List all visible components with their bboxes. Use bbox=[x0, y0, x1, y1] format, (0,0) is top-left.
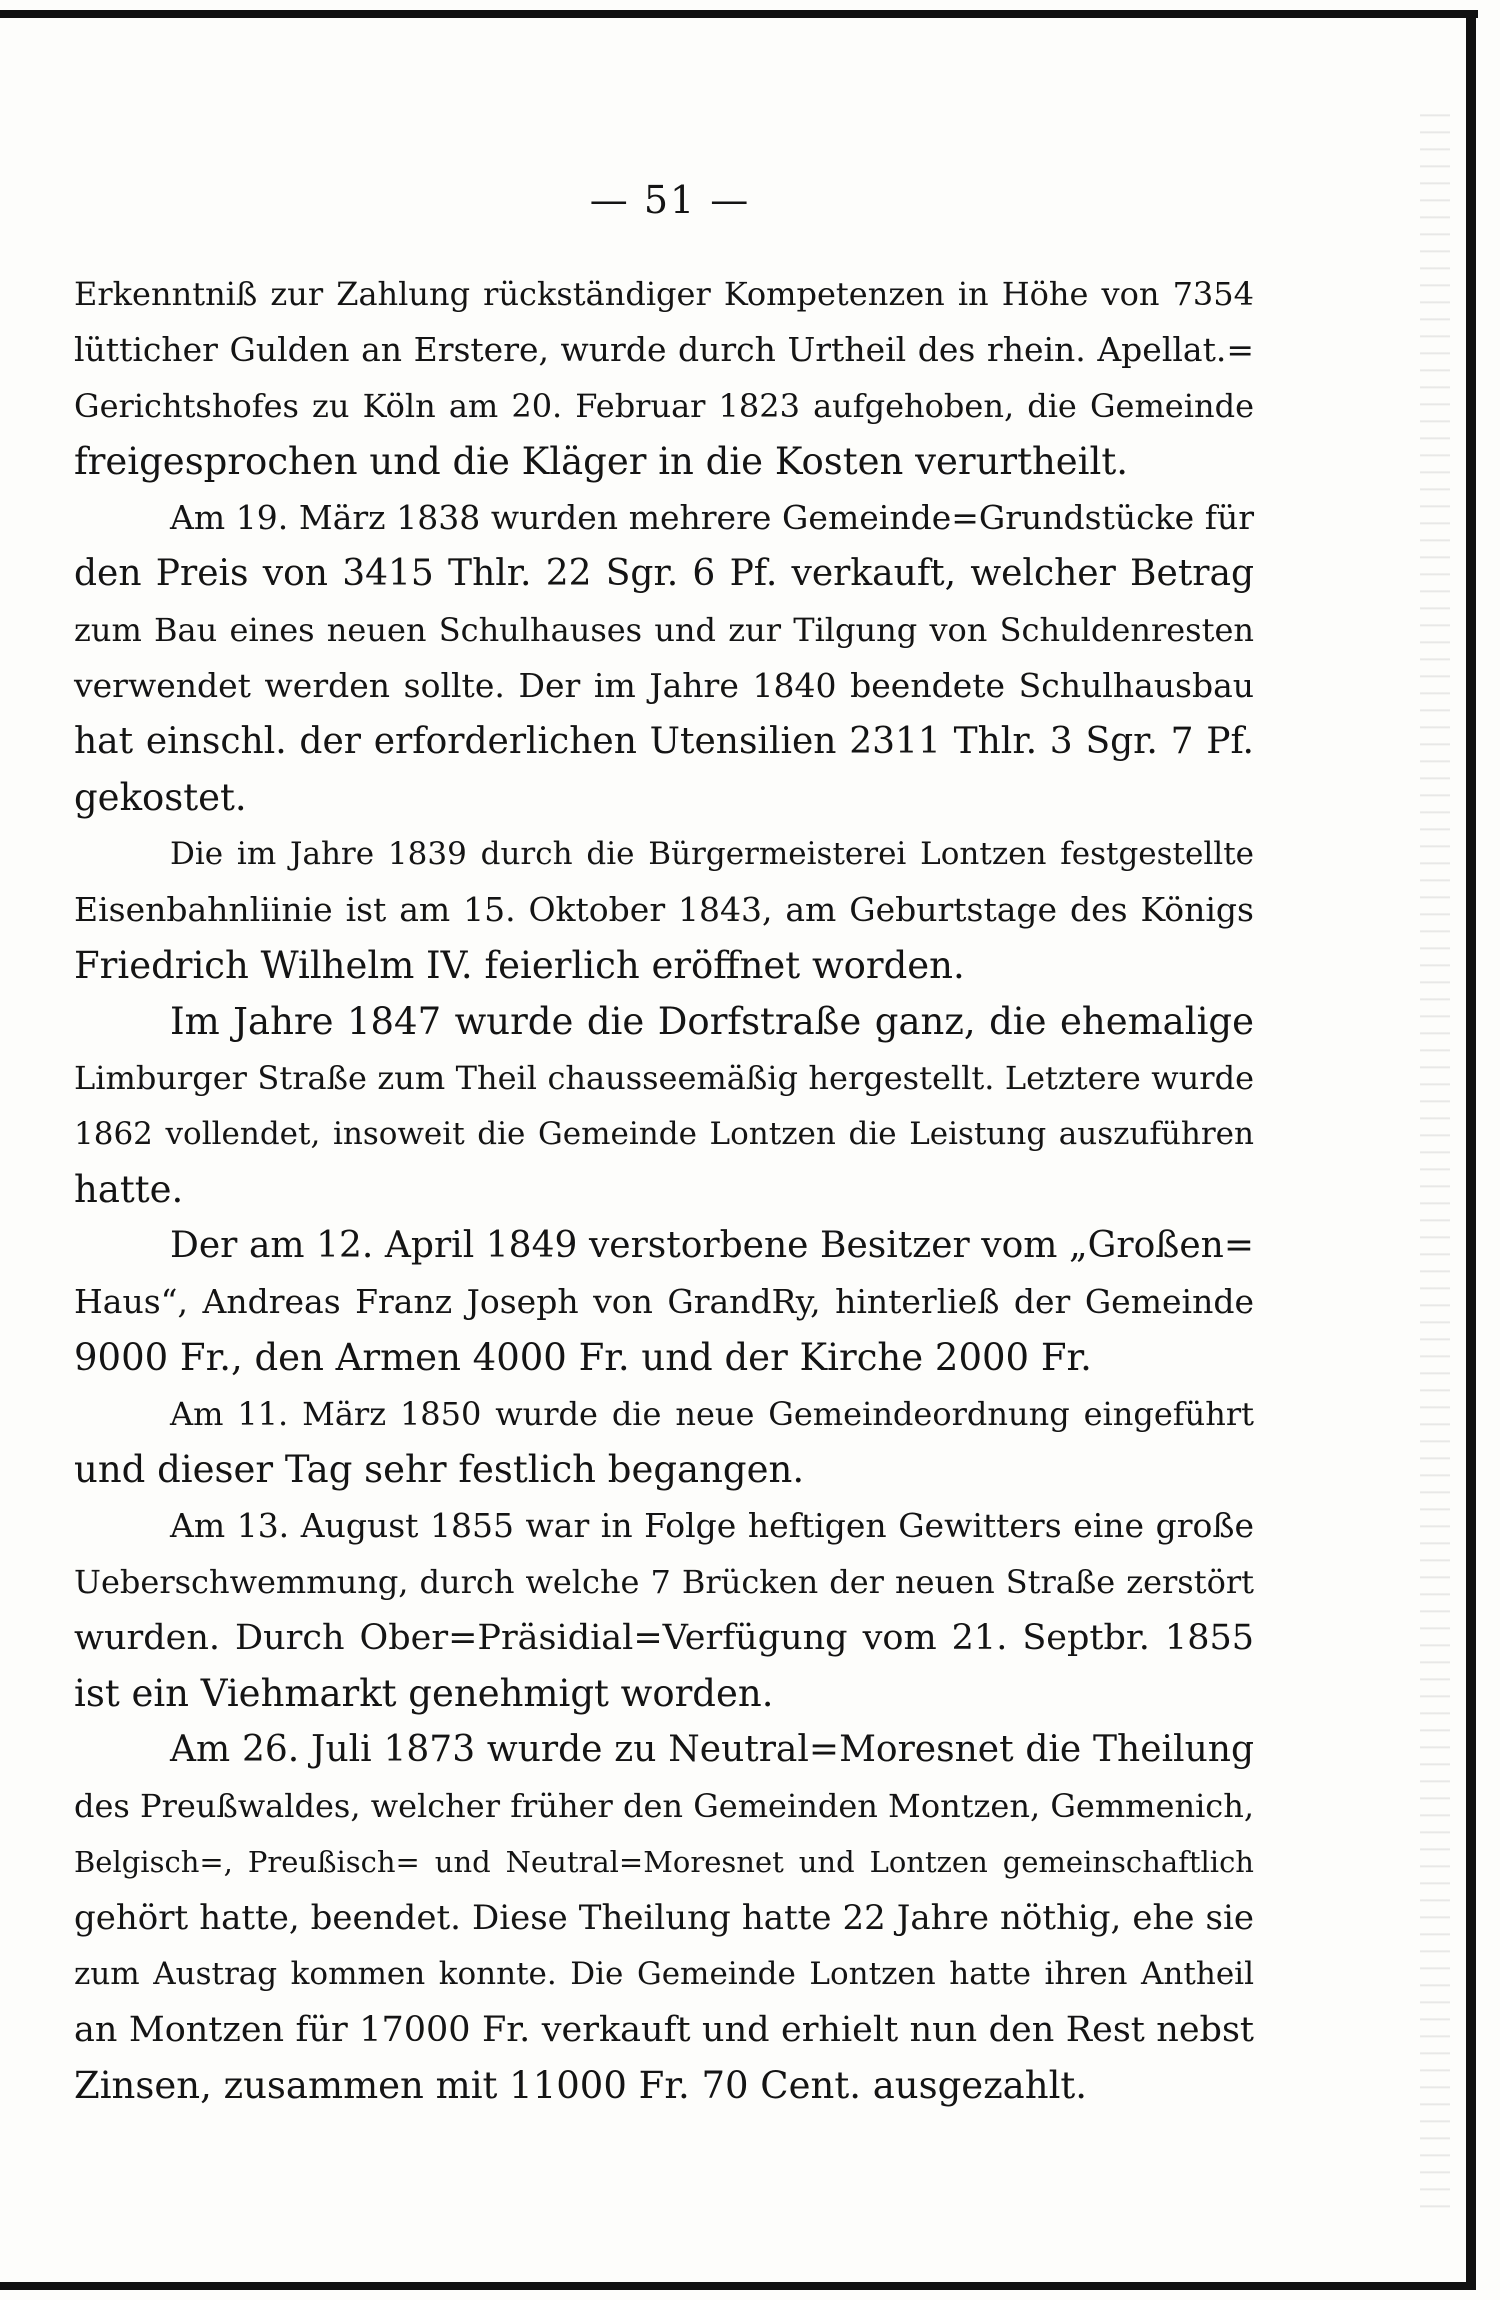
text-line: und dieser Tag sehr festlich begangen. bbox=[74, 1448, 805, 1491]
text-line: Haus“, Andreas Franz Joseph von GrandRy, hinterließ der Gemeinde bbox=[74, 1282, 1254, 1321]
text-line: 1862 vollendet, insoweit die Gemeinde Lontzen die Leistung auszuführen bbox=[74, 1116, 1254, 1152]
scan-edge-noise bbox=[1420, 100, 1450, 2220]
text-line: ist ein Viehmarkt genehmigt worden. bbox=[74, 1672, 774, 1715]
text-line: Eisenbahnliinie ist am 15. Oktober 1843, am Geburtstage des Königs bbox=[74, 890, 1254, 929]
text-line: 9000 Fr., den Armen 4000 Fr. und der Kirche 2000 Fr. bbox=[74, 1336, 1092, 1379]
text-line: gehört hatte, beendet. Diese Theilung hatte 22 Jahre nöthig, ehe sie bbox=[74, 1898, 1254, 1938]
text-line: wurden. Durch Ober=Präsidial=Verfügung vom 21. Septbr. 1855 bbox=[74, 1618, 1254, 1658]
text-line: Am 19. März 1838 wurden mehrere Gemeinde=Grundstücke für bbox=[170, 498, 1254, 537]
text-line: an Montzen für 17000 Fr. verkauft und erhielt nun den Rest nebst bbox=[74, 2010, 1254, 2050]
page-number: — 51 — bbox=[589, 178, 751, 222]
body-text bbox=[74, 266, 1254, 2114]
text-line: gekostet. bbox=[74, 776, 247, 819]
text-line: Gerichtshofes zu Köln am 20. Februar 1823 aufgehoben, die Gemeinde bbox=[74, 387, 1254, 425]
text-line: Ueberschwemmung, durch welche 7 Brücken der neuen Straße zerstört bbox=[74, 1563, 1254, 1601]
scan-border-right bbox=[1466, 10, 1476, 2290]
text-line: hat einschl. der erforderlichen Utensilien 2311 Thlr. 3 Sgr. 7 Pf. bbox=[74, 721, 1254, 762]
text-line: lütticher Gulden an Erstere, wurde durch Urtheil des rhein. Apellat.= bbox=[74, 330, 1254, 369]
text-line: zum Bau eines neuen Schulhauses und zur Tilgung von Schuldenresten bbox=[74, 611, 1254, 649]
text-line: des Preußwaldes, welcher früher den Gemeinden Montzen, Gemmenich, bbox=[74, 1787, 1254, 1825]
scan-border-bottom bbox=[0, 2282, 1476, 2290]
text-line: Am 11. März 1850 wurde die neue Gemeindeordnung eingeführt bbox=[170, 1395, 1254, 1433]
text-line: Friedrich Wilhelm IV. feierlich eröffnet worden. bbox=[74, 944, 965, 987]
text-line: Belgisch=, Preußisch= und Neutral=Moresnet und Lontzen gemeinschaftlich bbox=[74, 1845, 1254, 1879]
text-line: Limburger Straße zum Theil chausseemäßig hergestellt. Letztere wurde bbox=[74, 1059, 1254, 1097]
text-line: Am 26. Juli 1873 wurde zu Neutral=Moresnet die Theilung bbox=[170, 1729, 1254, 1770]
text-line: zum Austrag kommen konnte. Die Gemeinde Lontzen hatte ihren Antheil bbox=[74, 1956, 1254, 1992]
text-line: Die im Jahre 1839 durch die Bürgermeisterei Lontzen festgestellte bbox=[170, 836, 1254, 872]
text-line: den Preis von 3415 Thlr. 22 Sgr. 6 Pf. verkauft, welcher Betrag bbox=[74, 553, 1254, 594]
text-line: Im Jahre 1847 wurde die Dorfstraße ganz, die ehemalige bbox=[170, 1000, 1254, 1043]
text-line: Der am 12. April 1849 verstorbene Besitzer vom „Großen= bbox=[170, 1225, 1254, 1266]
scan-border-top bbox=[0, 10, 1478, 18]
text-line: Am 13. August 1855 war in Folge heftigen Gewitters eine große bbox=[170, 1506, 1254, 1545]
text-line: Zinsen, zusammen mit 11000 Fr. 70 Cent. ausgezahlt. bbox=[74, 2064, 1088, 2107]
text-line: verwendet werden sollte. Der im Jahre 1840 beendete Schulhausbau bbox=[74, 666, 1254, 705]
text-line: Erkenntniß zur Zahlung rückständiger Kompetenzen in Höhe von 7354 bbox=[74, 275, 1254, 313]
text-line: hatte. bbox=[74, 1168, 184, 1211]
text-line: freigesprochen und die Kläger in die Kosten verurtheilt. bbox=[74, 440, 1128, 483]
